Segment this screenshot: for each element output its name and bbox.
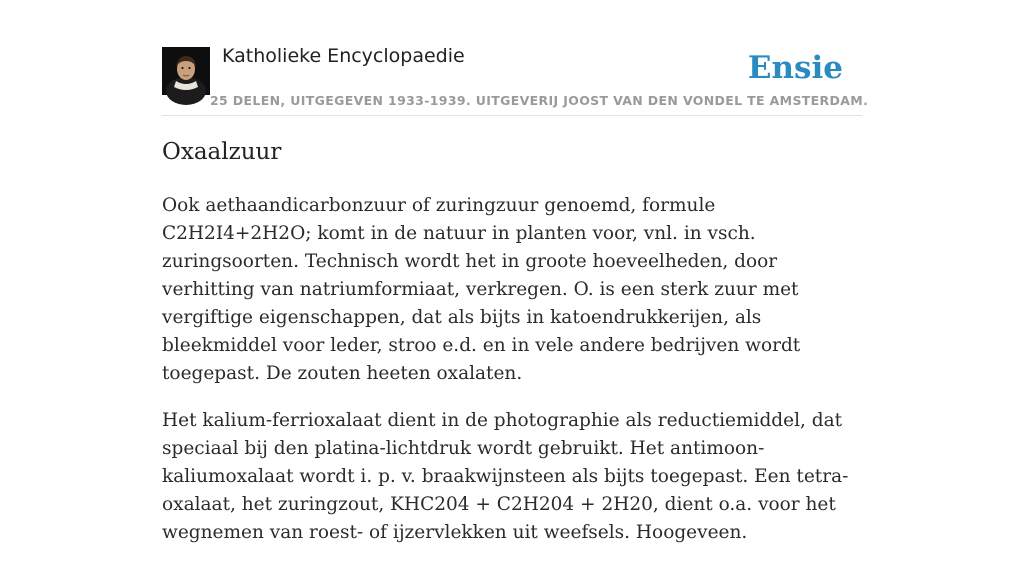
avatar (162, 47, 210, 95)
publication-subtitle: 25 DELEN, UITGEGEVEN 1933-1939. UITGEVERIJ JOOST VAN DEN VONDEL TE AMSTERDAM. (210, 93, 869, 108)
page-title: Oxaalzuur (162, 139, 282, 165)
article-paragraph: Ook aethaandicarbonzuur of zuringzuur genoemd, formule C2H2I4+2H2O; komt in de natuur in planten voor, vnl. in vsch. zuringsoorten. Technisch wordt het in groote hoeveelheden, door verhitting van natriumformiaat, verkregen. O. is een sterk zuur met vergiftige eigenschappen, dat als bijts in katoendrukkerijen, als bleekmiddel voor leder, stroo e.d. en in vele andere bedrijven wordt toegepast. De zouten heeten oxalaten. (162, 195, 801, 384)
portrait-icon (162, 47, 210, 95)
site-title[interactable]: Katholieke Encyclopaedie (222, 45, 465, 67)
article-body (162, 192, 870, 566)
article-paragraph: Het kalium-ferrioxalaat dient in de photographie als reductiemiddel, dat speciaal bij den platina-lichtdruk wordt gebruikt. Het antimoon-kaliumoxalaat wordt i. p. v. braakwijnsteen als bijts toegepast. Een tetra-oxalaat, het zuringzout, KHC204 + C2H204 + 2H20, dient o.a. voor het wegnemen van roest- of ijzervlekken uit weefsels. Hoogeveen. (162, 410, 849, 543)
brand-logo[interactable]: Ensie (747, 50, 843, 86)
header-divider (162, 115, 862, 116)
